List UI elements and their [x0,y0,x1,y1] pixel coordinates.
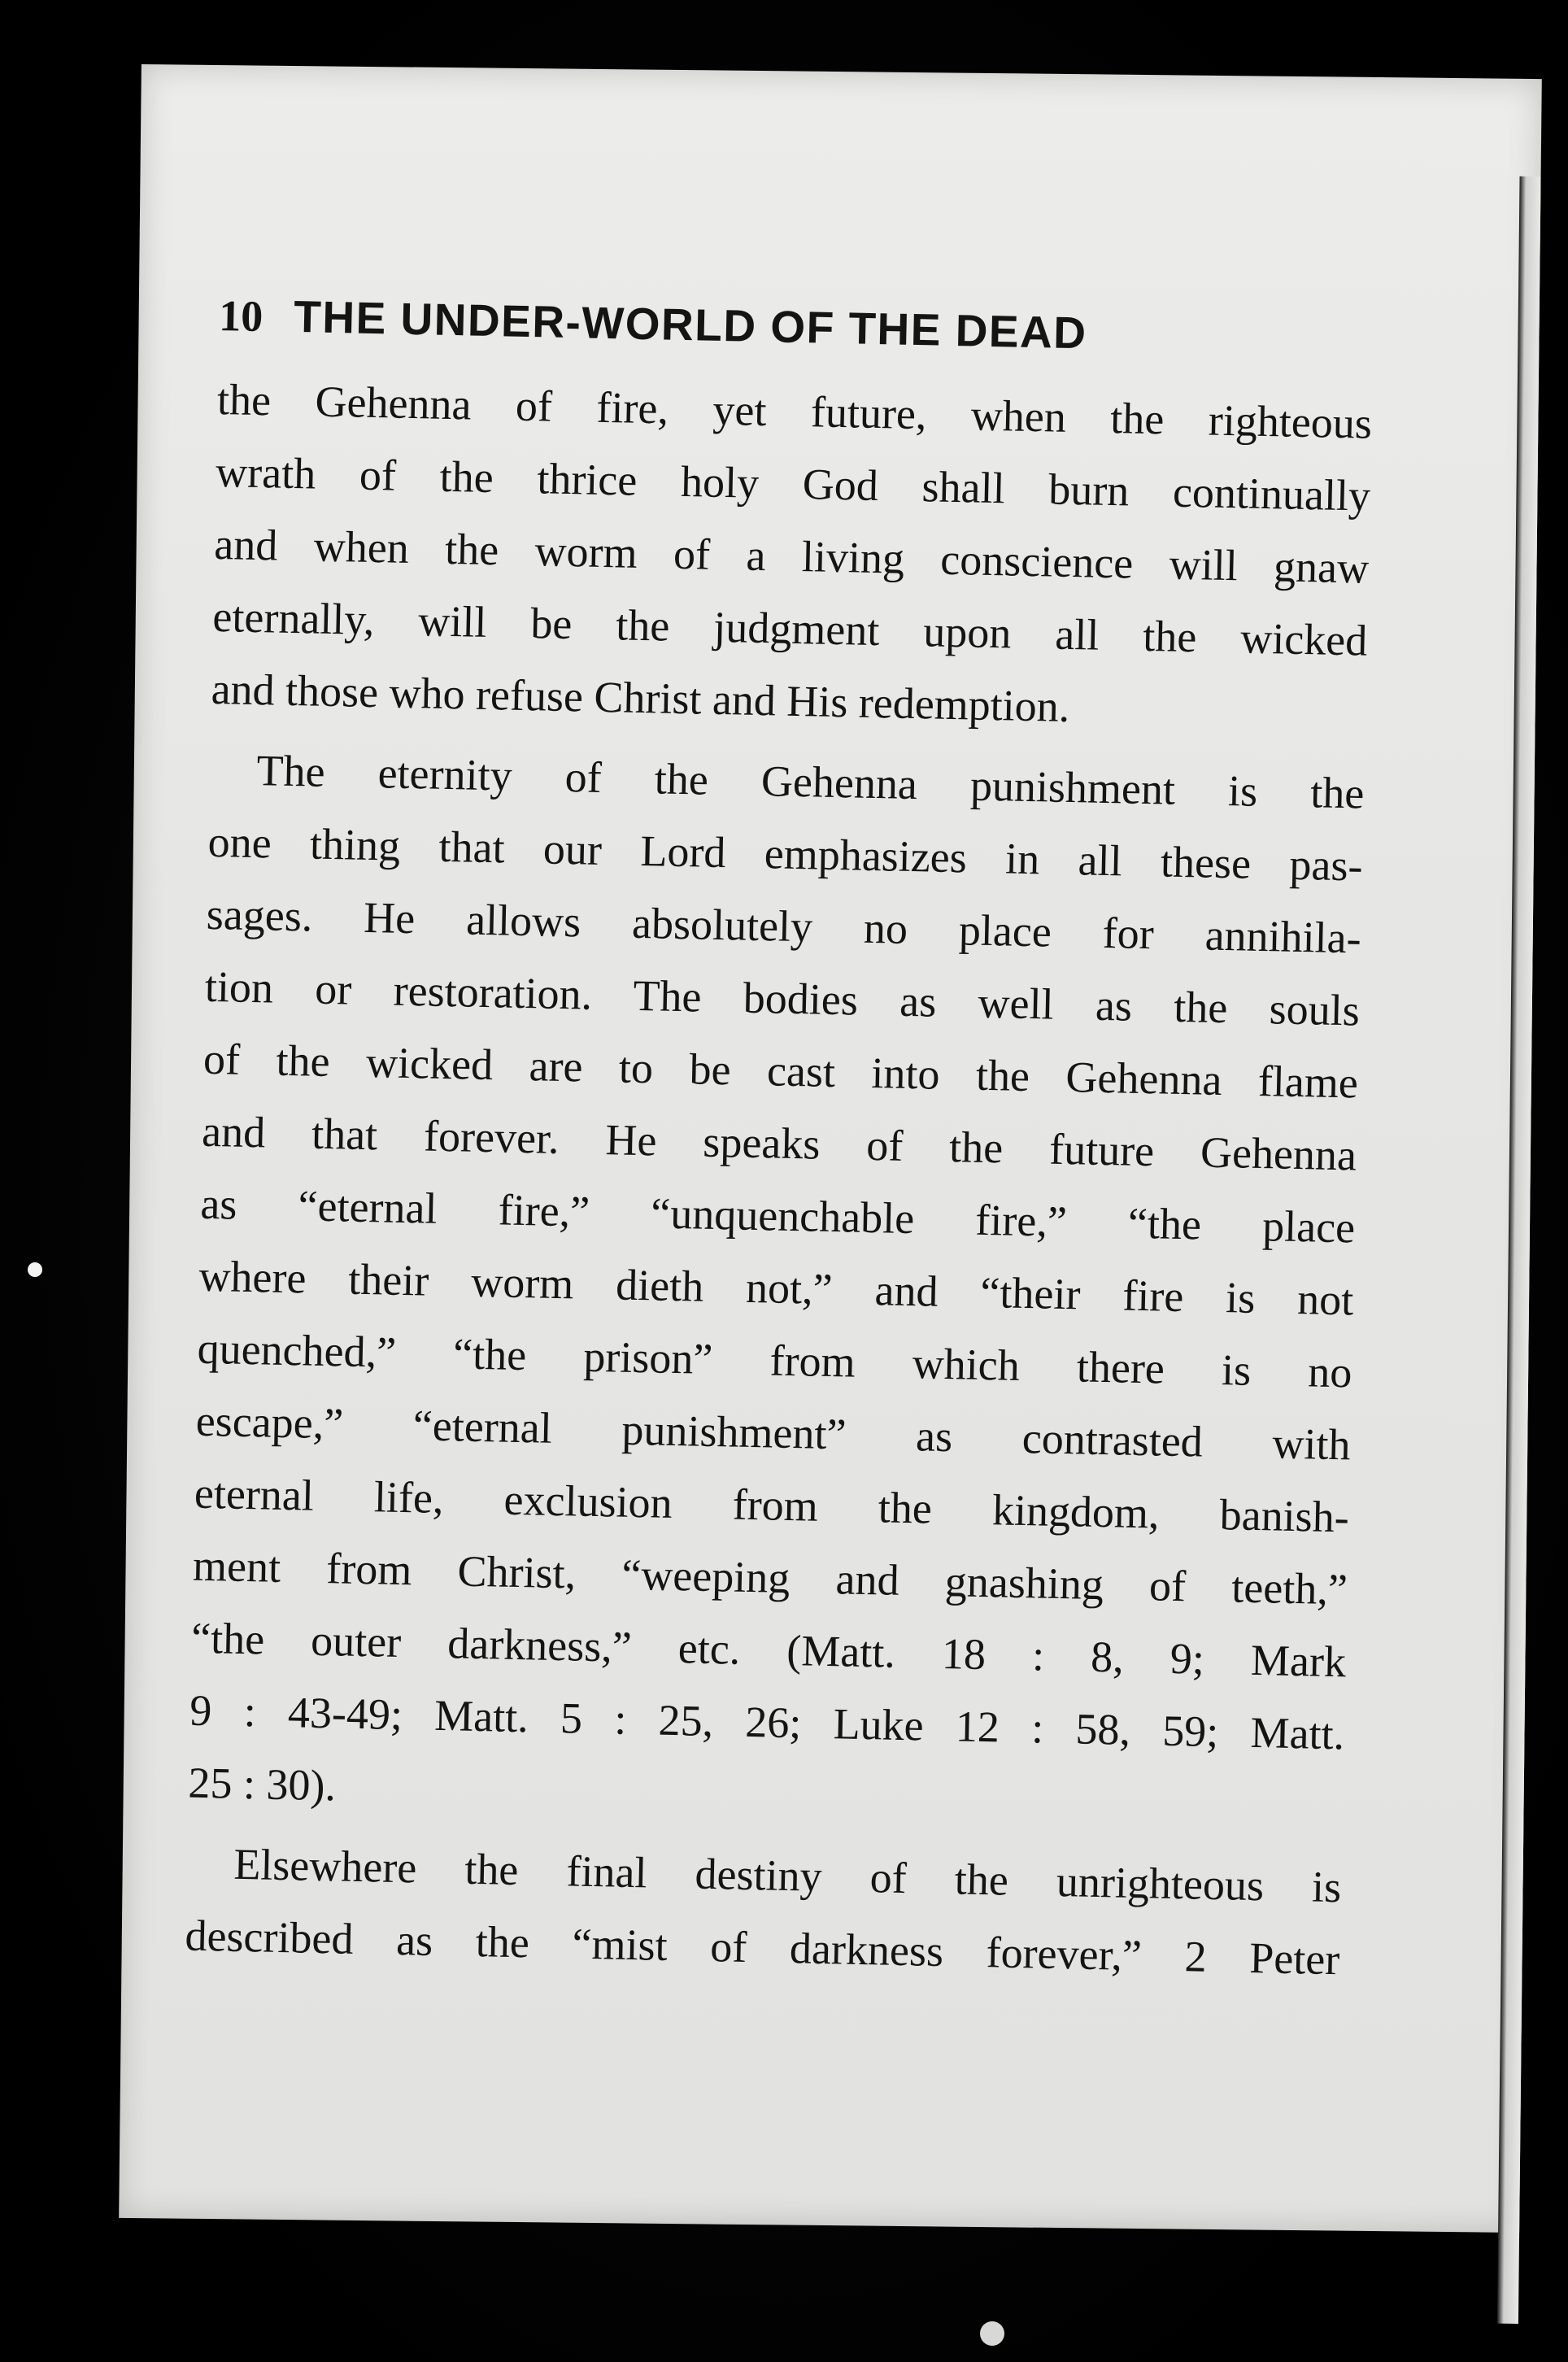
text-line: and those who refuse Christ and His redemption. [211,664,1070,731]
text-line: The eternity of the Gehenna punishment is the [255,746,1365,818]
scan-speck [28,1262,42,1277]
text-line: one thing that our Lord emphasizes in all these pas- [207,817,1364,891]
running-title: THE UNDER-WORLD OF THE DEAD [293,290,1088,359]
text-line: wrath of the thrice holy God shall burn continually [215,447,1371,521]
body-text [185,364,1373,1996]
text-line: tion or restoration. The bodies as well as the souls [204,961,1361,1035]
text-line: 9 : 43-49; Matt. 5 : 25, 26; Luke 12 : 58, 59; Matt. [189,1685,1345,1759]
text-line: of the wicked are to be cast into the Gehenna flame [203,1034,1359,1108]
text-line: quenched,” “the prison” from which there is no [197,1323,1353,1397]
text-line: and that forever. He speaks of the future Gehenna [201,1106,1357,1180]
text-line: where their worm dieth not,” and “their fire is not [198,1251,1354,1325]
page-text [185,289,1374,1996]
scan-speck [980,2321,1004,2346]
text-line: described as the “mist of darkness forever,” 2 Peter [184,1911,1340,1985]
text-line: sages. He allows absolutely no place for annihila- [206,889,1362,963]
text-line: ment from Christ, “weeping and gnashing of teeth,” [192,1541,1348,1615]
page-number: 10 [218,290,264,342]
paragraph-3 [185,1828,1342,1997]
text-line: eternally, will be the judgment upon all the wicked [211,591,1368,665]
text-line: Elsewhere the final destiny of the unrighteous is [233,1839,1342,1912]
paragraph-1 [211,364,1373,750]
text-line: “the outer darkness,” etc. (Matt. 18 : 8, 9; Mark [190,1613,1347,1687]
text-line: as “eternal fire,” “unquenchable fire,” “the place [199,1179,1356,1253]
text-line: the Gehenna of fire, yet future, when the righteous [216,374,1373,448]
paragraph-2 [188,734,1365,1843]
text-line: escape,” “eternal punishment” as contrasted with [195,1396,1352,1470]
text-line: and when the worm of a living conscience will gnaw [213,519,1370,593]
text-line: eternal life, exclusion from the kingdom, banish- [194,1468,1350,1542]
text-line: 25 : 30). [187,1758,337,1811]
